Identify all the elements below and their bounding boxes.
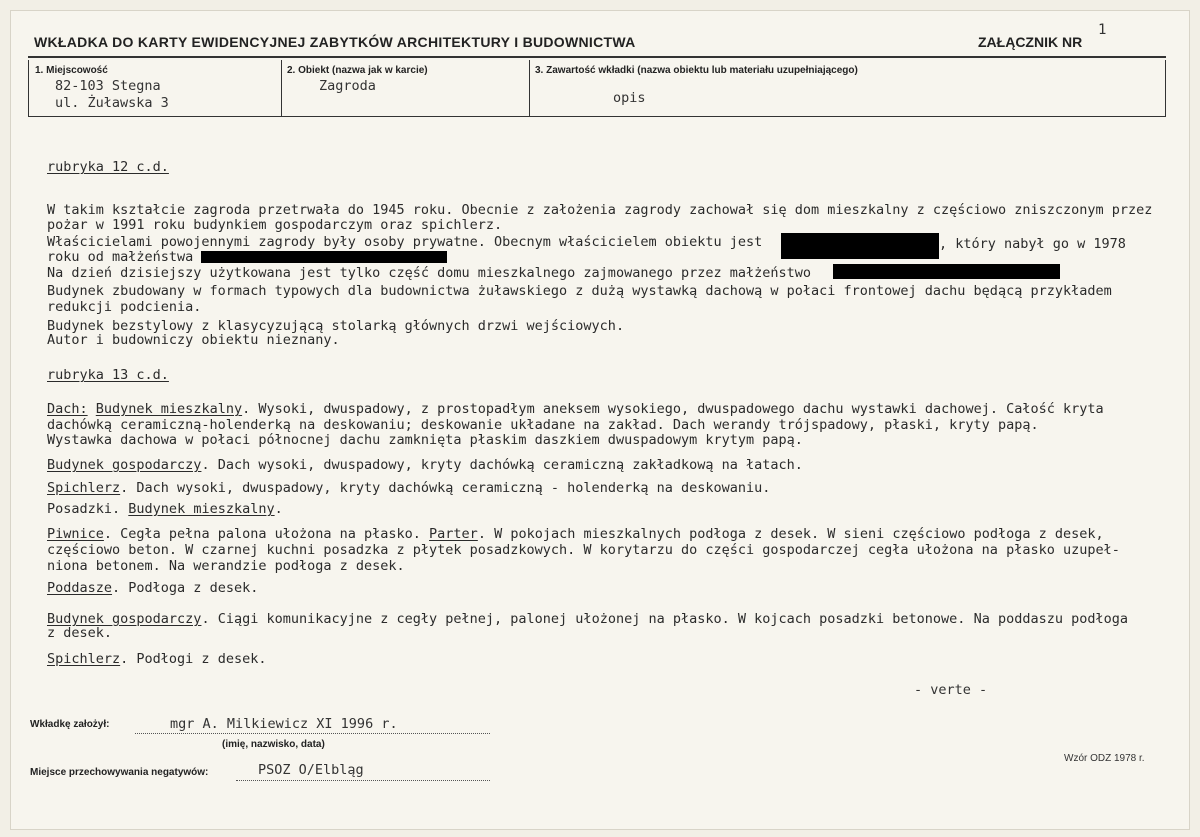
verte-note: - verte -: [914, 682, 988, 698]
text-line: Autor i budowniczy obiektu nieznany.: [47, 332, 340, 348]
text-line: Na dzień dzisiejszy użytkowana jest tylko część domu mieszkalnego zajmowanego przez małżeństwo: [47, 265, 812, 281]
text-line: [47, 402, 1104, 417]
text-span: . Ciągi komunikacyjne z cegły pełnej, palonej ułożonej na płasko. W kojcach posadzki betonowe. Na poddaszu podłoga: [201, 611, 1128, 627]
field-contents-value: opis: [613, 90, 646, 106]
field-location: [29, 60, 282, 116]
subheading-roof: Dach:: [47, 401, 88, 417]
text-span: . Podłogi z desek.: [120, 651, 267, 667]
text-line: dachówką ceramiczną-holenderką na deskowaniu; deskowanie układane na zakład. Dach werandy trójspadowy, płaski, kryty papą.: [47, 417, 1039, 433]
header-rule: [28, 56, 1166, 58]
text-line: Budynek zbudowany w formach typowych dla budownictwa żuławskiego z dużą wystawką dachową w połaci frontowej dachu będącą przykładem: [47, 283, 1112, 299]
field-location-label: 1. Miejscowość: [35, 65, 108, 76]
redaction-box: [781, 233, 939, 259]
subheading-farm-building: Budynek gospodarczy: [47, 457, 202, 473]
text-span: . Dach wysoki, dwuspadowy, kryty dachówką ceramiczną - holenderką na deskowaniu.: [120, 480, 771, 496]
text-line: Wystawka dachowa w połaci północnej dachu zamknięta płaskim daszkiem dwuspadowym krytym papą.: [47, 432, 803, 448]
subheading-granary: Spichlerz: [47, 480, 121, 496]
subheading-ground-floor: Parter: [429, 526, 478, 542]
text-line: redukcji podcienia.: [47, 299, 202, 315]
text-line: roku od małżeństwa: [47, 249, 194, 265]
annex-label: ZAŁĄCZNIK NR: [978, 34, 1083, 50]
field-object-label: 2. Obiekt (nazwa jak w karcie): [287, 65, 428, 76]
subheading-floors: Posadzki.: [47, 501, 121, 517]
form-title: WKŁADKA DO KARTY EWIDENCYJNEJ ZABYTKÓW ARCHITEKTURY I BUDOWNICTWA: [34, 34, 636, 50]
field-object-value: Zagroda: [319, 78, 376, 94]
subheading-attic: Poddasze: [47, 580, 113, 596]
form-code: Wzór ODZ 1978 r.: [1064, 753, 1145, 764]
text-span: . W pokojach mieszkalnych podłoga z desek. W sieni częściowo podłoga z desek,: [477, 526, 1104, 542]
text-line: pożar w 1991 roku budynkiem gospodarczym oraz spichlerz.: [47, 217, 503, 233]
text-line: z desek.: [47, 625, 113, 641]
annex-number: 1: [1098, 22, 1107, 38]
text-span: . Podłoga z desek.: [112, 580, 259, 596]
text-line: częściowo beton. W czarnej kuchni posadzka z płytek posadzkowych. W korytarzu do części gospodarczej cegła ułożona na płasko uzupeł-: [47, 542, 1120, 558]
redaction-box: [201, 251, 447, 263]
text-line: [47, 527, 1104, 542]
text-line: [47, 652, 266, 667]
text-line: [47, 502, 283, 517]
field-location-line1: 82-103 Stegna: [55, 78, 161, 94]
field-contents-label: 3. Zawartość wkładki (nazwa obiektu lub materiału uzupełniającego): [535, 65, 858, 76]
text-line: Właścicielami powojennymi zagrody były osoby prywatne. Obecnym właścicielem obiektu jest: [47, 234, 763, 250]
subheading-residential: Budynek mieszkalny: [95, 401, 243, 417]
text-line: , który nabył go w 1978: [939, 236, 1126, 252]
text-span: . Cegła pełna palona ułożona na płasko.: [103, 526, 421, 542]
text-span: .: [274, 501, 283, 517]
subheading-farm-building: Budynek gospodarczy: [47, 611, 202, 627]
text-line: [47, 612, 1128, 627]
text-line: [47, 581, 258, 596]
subheading-granary: Spichlerz: [47, 651, 121, 667]
subheading-residential: Budynek mieszkalny: [128, 501, 275, 517]
section-heading-12: rubryka 12 c.d.: [47, 159, 169, 175]
section-heading-13: rubryka 13 c.d.: [47, 367, 169, 383]
author-caption: (imię, nazwisko, data): [222, 739, 325, 750]
author-value: mgr A. Milkiewicz XI 1996 r.: [170, 716, 398, 732]
text-span: . Dach wysoki, dwuspadowy, kryty dachówką ceramiczną zakładkową na łatach.: [201, 457, 803, 473]
text-line: Budynek bezstylowy z klasycyzującą stolarką głównych drzwi wejściowych.: [47, 318, 625, 334]
text-line: [47, 458, 803, 473]
text-line: W takim kształcie zagroda przetrwała do 1945 roku. Obecnie z założenia zagrody zachował się dom mieszkalny z częściowo zniszczonym przez: [47, 202, 1153, 218]
text-span: . Wysoki, dwuspadowy, z prostopadłym aneksem wysokiego, dwuspadowego dachu wystawki dachowej. Całość kryta: [242, 401, 1104, 417]
redaction-box: [833, 264, 1060, 279]
text-line: [47, 481, 770, 496]
negatives-value: PSOZ O/Elbląg: [258, 762, 364, 778]
negatives-dotted-line: [236, 780, 490, 781]
field-object: [281, 60, 530, 116]
field-contents: [529, 60, 1165, 116]
negatives-label: Miejsce przechowywania negatywów:: [30, 767, 209, 778]
author-dotted-line: [135, 733, 490, 734]
field-location-line2: ul. Żuławska 3: [55, 95, 169, 111]
author-label: Wkładkę założył:: [30, 719, 110, 730]
text-line: niona betonem. Na werandzie podłoga z desek.: [47, 558, 405, 574]
fields-row: [28, 60, 1166, 117]
subheading-basement: Piwnice: [47, 526, 104, 542]
